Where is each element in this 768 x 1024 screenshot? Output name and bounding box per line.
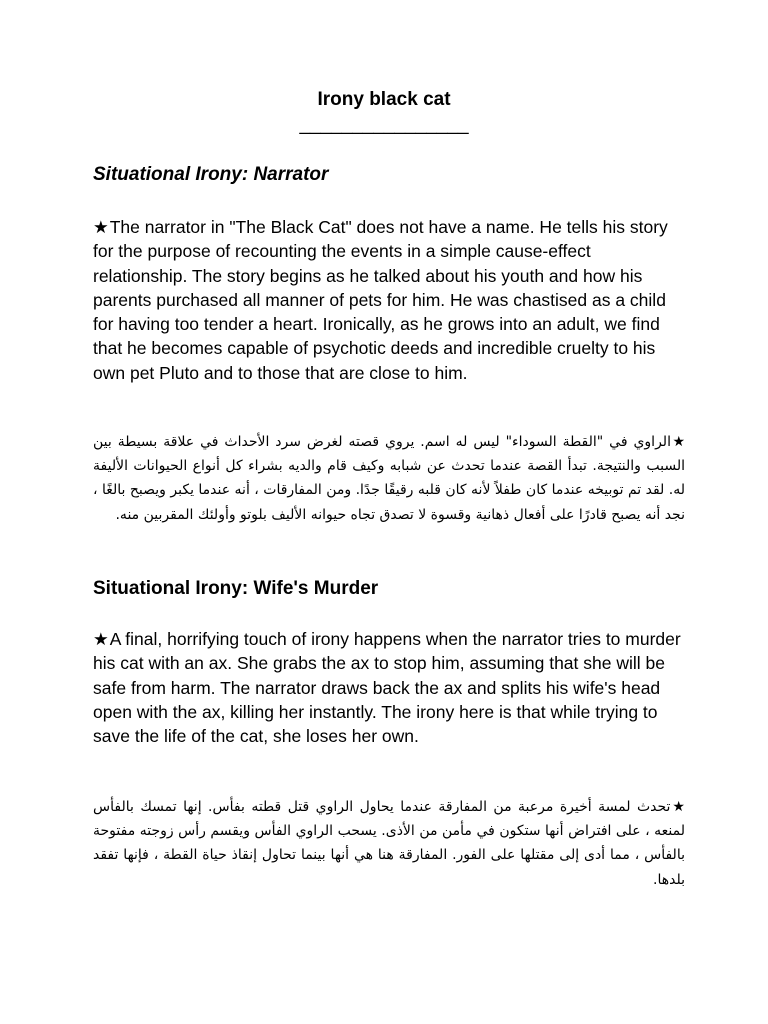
section-heading-narrator: Situational Irony: Narrator	[93, 164, 329, 185]
arabic-paragraph-narrator: ★الراوي في "القطة السوداء" ليس له اسم. يروي قصته لغرض سرد الأحداث في علاقة بسيطة بين السبب والنتيجة. تبدأ القصة عندما تحدث عن شبابه وكيف قام والديه بشراء كل أنواع الحيوانات الأليفة له. لقد تم توبيخه عندما كان طفلاً لأنه كان قلبه رقيقًا جدًا. ومن المفارقات ، أنه عندما يكبر ويصبح بالغًا ، نجد أنه يصبح قادرًا على أفعال ذهانية وقسوة لا تصدق تجاه حيوانه الأليف بلوتو وأولئك المقربين منه.	[93, 434, 685, 523]
section-heading-wifes-murder: Situational Irony: Wife's Murder	[93, 578, 379, 599]
english-paragraph-narrator	[93, 215, 683, 385]
arabic-paragraph-wifes-murder: ★تحدث لمسة أخيرة مرعبة من المفارقة عندما يحاول الراوي قتل قطته بفأس. إنها تمسك بالفأس لمنعه ، على افتراض أنها ستكون في مأمن من الأذى. يسحب الراوي الفأس ويقسم رأس زوجته مفتوحة بالفأس ، مما أدى إلى مقتلها على الفور. المفارقة هنا هي أنها بينما تحاول إنقاذ حياة القطة ، فإنها تفقد بلدها.	[93, 799, 685, 888]
english-text-narrator: The narrator in "The Black Cat" does not have a name. He tells his story for the purpose of recounting the events in a simple cause-effect relationship. The story begins as he talked about his youth and how his parents purchased all manner of pets for him. He was chastised as a child for having too tender a heart. Ironically, as he grows into an adult, we find that he becomes capable of psychotic deeds and incredible cruelty to his own pet Pluto and to those that are close to him.	[93, 217, 668, 383]
star-icon: ★	[93, 629, 109, 649]
english-paragraph-wifes-murder	[93, 627, 683, 748]
title-underline: ________________	[299, 114, 469, 135]
star-icon: ★	[93, 217, 109, 237]
english-text-wifes-murder: A final, horrifying touch of irony happens when the narrator tries to murder his cat with an ax. She grabs the ax to stop him, assuming that she will be safe from harm. The narrator draws back the ax and splits his wife's head open with the ax, killing her instantly. The irony here is that while trying to save the life of the cat, she loses her own.	[93, 629, 681, 747]
document-title: Irony black cat	[317, 89, 451, 110]
